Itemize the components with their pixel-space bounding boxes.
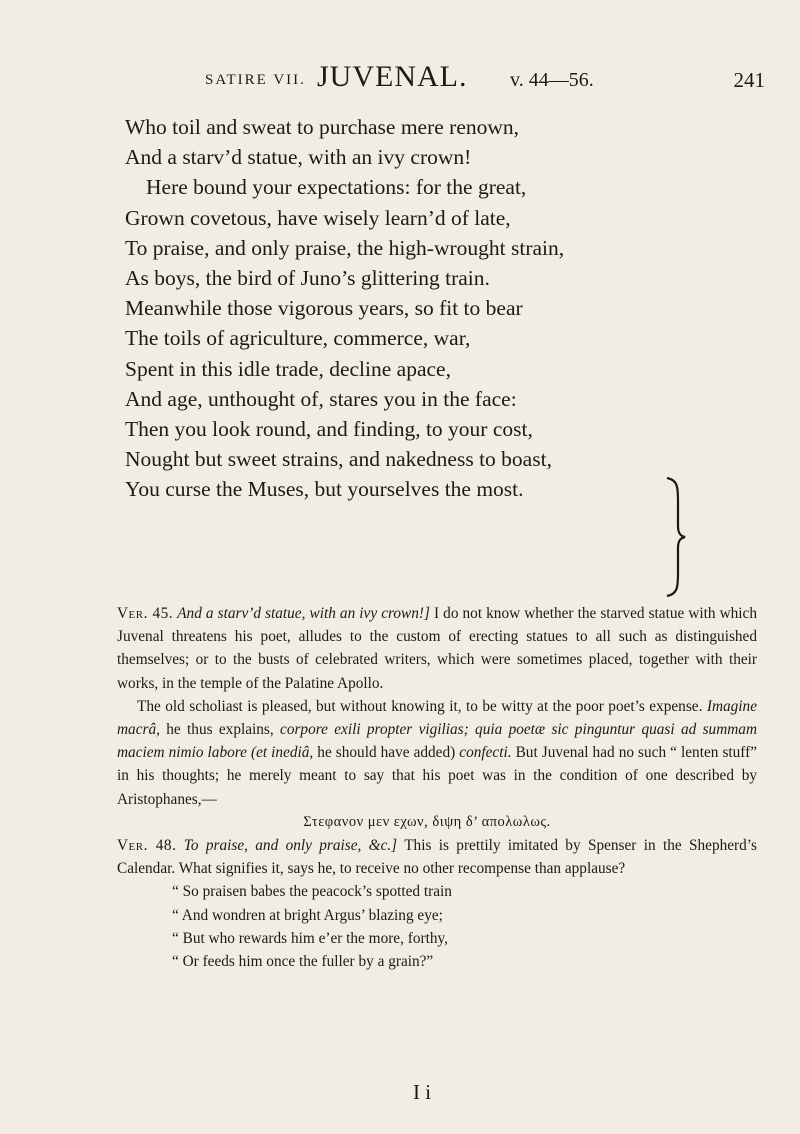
page-number: 241 <box>733 68 765 92</box>
latin-quote: Imagine macrâ, <box>117 697 757 739</box>
poem-line: You curse the Muses, but yourselves the most. <box>125 477 524 502</box>
note-text: he thus explains, <box>159 721 281 739</box>
poem-line: Nought but sweet strains, and nakedness to boast, <box>125 447 552 472</box>
note-ver-45 <box>117 602 757 695</box>
verse-range: v. 44—56. <box>510 69 594 91</box>
note-lemma: To praise, and only praise, &c.] <box>183 837 398 855</box>
poem-line: The toils of agriculture, commerce, war, <box>125 326 471 351</box>
spenser-quotation <box>117 880 757 973</box>
poem-line: Here bound your expectations: for the great, <box>146 175 527 200</box>
signature-mark: I i <box>413 1080 432 1104</box>
quote-line: “ Or feeds him once the fuller by a grain?” <box>172 953 434 971</box>
note-ver-48 <box>117 834 757 880</box>
poem-text <box>125 112 645 505</box>
latin-quote: corpore exili propter vigilias; quia poetæ sic pinguntur quasi ad summam maciem nimio labore (et inediâ, <box>117 721 757 762</box>
poem-line: Meanwhile those vigorous years, so fit to bear <box>125 296 523 321</box>
note-scholiast <box>117 695 757 811</box>
poem-line: And a starv’d statue, with an ivy crown! <box>125 145 472 170</box>
quote-line: “ And wondren at bright Argus’ blazing eye; <box>172 906 443 924</box>
running-header <box>205 60 765 100</box>
note-lemma: And a starv’d statue, with an ivy crown!] <box>177 605 430 622</box>
poem-line: To praise, and only praise, the high-wrought strain, <box>125 235 565 260</box>
poem-line: Then you look round, and finding, to your cost, <box>125 417 533 442</box>
quote-line: “ So praisen babes the peacock’s spotted train <box>172 883 452 901</box>
note-ref: Ver. 48. <box>117 837 177 855</box>
triplet-brace-icon <box>664 476 688 598</box>
author-title: JUVENAL. <box>317 60 468 93</box>
note-ref: Ver. 45. <box>117 605 174 622</box>
latin-quote: confecti. <box>459 744 512 762</box>
note-text: But Juvenal had no such “ lenten stuff” in his thoughts; he merely meant to say that his poet was in the condition of one described by Aristophanes,— <box>117 744 757 808</box>
note-text: I do not know whether the starved statue with which Juvenal threatens his poet, alludes to the custom of erecting statues to all such as distinguished themselves; or to the busts of celebrated writers, which were sometimes placed, together with their works, in the temple of the Palatine Apollo. <box>117 605 757 692</box>
poem-line: Spent in this idle trade, decline apace, <box>125 356 451 381</box>
poem-line: And age, unthought of, stares you in the face: <box>125 386 517 411</box>
poem-line: Grown covetous, have wisely learn’d of late, <box>125 205 511 230</box>
poem-line: Who toil and sweat to purchase mere renown, <box>125 115 520 139</box>
note-text: The old scholiast is pleased, but without knowing it, to be witty at the poor poet’s expense. <box>137 697 707 715</box>
note-text: This is prettily imitated by Spenser in the Shepherd’s Calendar. What signifies it, says he, to receive no other recompense than applause? <box>117 837 757 878</box>
satire-label: SATIRE VII. <box>205 72 306 88</box>
note-text: he should have added) <box>313 744 460 762</box>
footnotes <box>117 602 757 973</box>
quote-line: “ But who rewards him e’er the more, forthy, <box>172 929 448 947</box>
poem-line: As boys, the bird of Juno’s glittering train. <box>125 266 490 291</box>
greek-quotation: Στεφανον μεν εχων, διψη δ’ απολωλως. <box>303 813 551 830</box>
